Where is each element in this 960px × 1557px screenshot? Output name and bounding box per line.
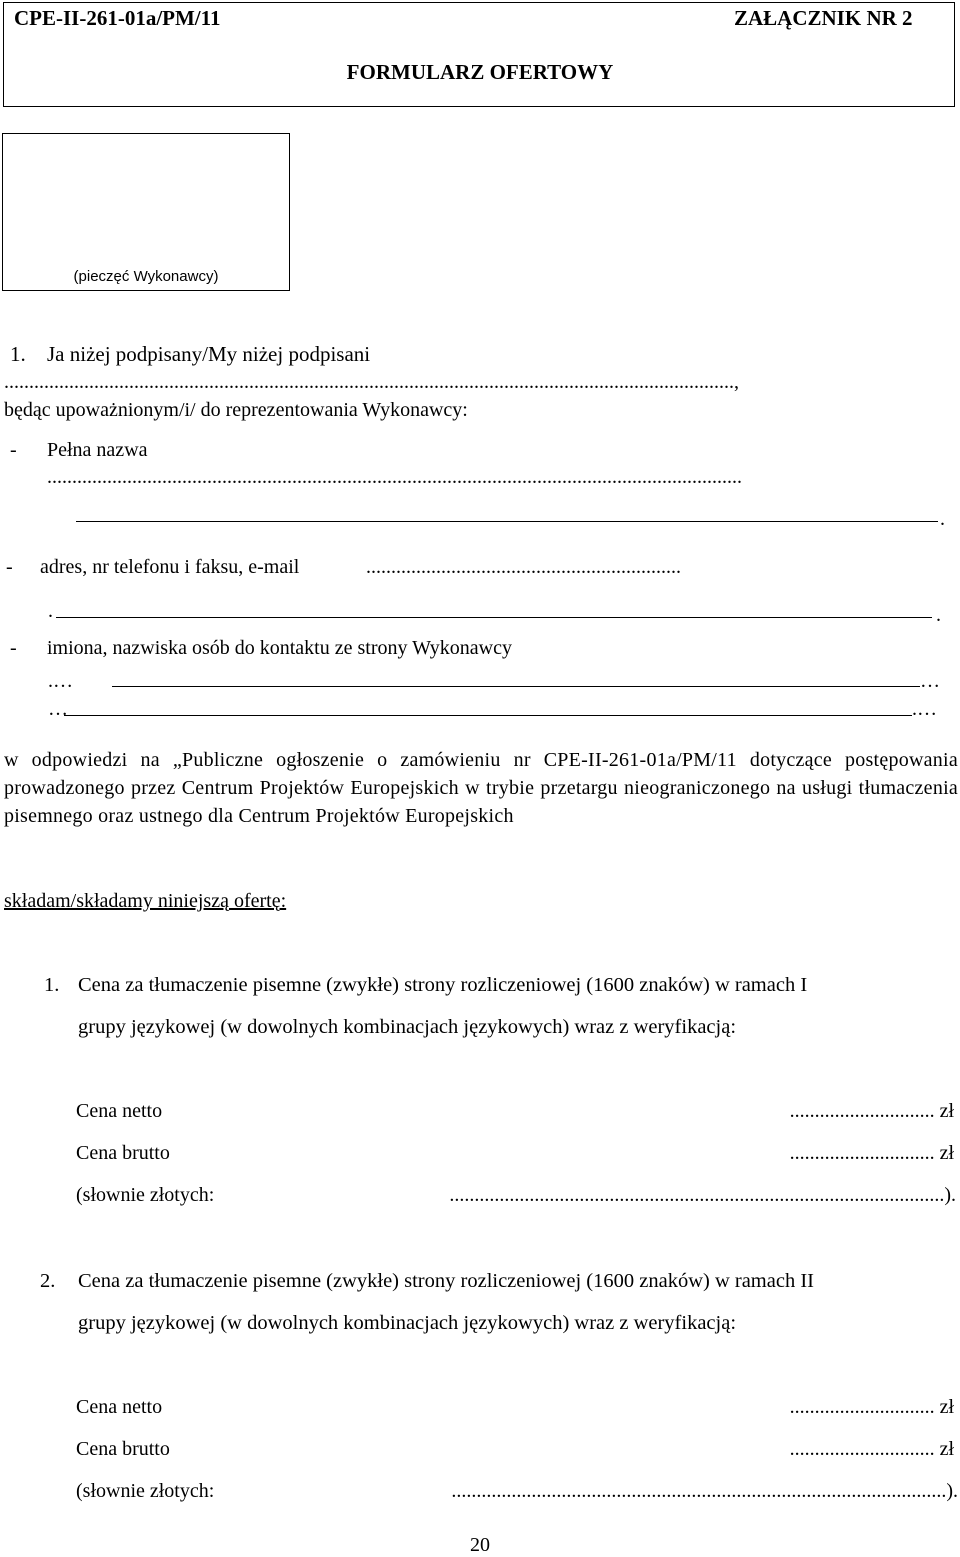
contacts-label: imiona, nazwiska osób do kontaktu ze strony Wykonawcy	[47, 637, 512, 659]
contacts-line-end: .…	[912, 698, 937, 720]
offer-statement: składam/składamy niniejszą ofertę:	[4, 890, 287, 912]
address-underline[interactable]	[56, 617, 932, 618]
contacts-line-start: …	[48, 698, 68, 720]
authorization-label: będąc upoważnionym/i/ do reprezentowania Wykonawcy:	[4, 399, 468, 421]
contacts-underline[interactable]	[64, 715, 912, 716]
section-title: grupy językowej (w dowolnych kombinacjach językowych) wraz z weryfikacją:	[78, 1312, 737, 1334]
full-name-underline[interactable]	[76, 521, 938, 522]
net-price-label: Cena netto	[76, 1396, 163, 1418]
gross-price-field[interactable]: ............................. zł	[789, 1438, 954, 1460]
contractor-stamp-box	[2, 133, 290, 291]
address-fill-line[interactable]: ...............................................................	[366, 556, 681, 578]
stamp-caption: (pieczęć Wykonawcy)	[73, 268, 219, 285]
section-number: 1.	[44, 974, 60, 996]
net-price-field[interactable]: ............................. zł	[789, 1396, 954, 1418]
tender-reference-paragraph: w odpowiedzi na „Publiczne ogłoszenie o zamówieniu nr CPE-II-261-01a/PM/11 dotyczące postępowania prowadzonego przez Centrum Projektów Europejskich w trybie przetargu nieograniczonego na usługi tłumaczenia pisemnego oraz ustnego dla Centrum Projektów Europejskich	[4, 749, 958, 827]
address-line-start: .	[48, 600, 53, 622]
amount-in-words-field[interactable]: ...................................................................................................).	[451, 1480, 958, 1502]
amount-in-words-label: (słownie złotych:	[76, 1480, 215, 1502]
address-label: adres, nr telefonu i faksu, e-mail	[40, 556, 300, 578]
bullet-dash: -	[10, 637, 17, 659]
bullet-dash: -	[6, 556, 13, 578]
bullet-dash: -	[10, 439, 17, 461]
full-name-fill-line[interactable]: ...........................................................................................................................................	[47, 466, 742, 488]
signatory-label: Ja niżej podpisany/My niżej podpisani	[47, 342, 371, 366]
form-title: FORMULARZ OFERTOWY	[346, 60, 614, 84]
section-title: Cena za tłumaczenie pisemne (zwykłe) strony rozliczeniowej (1600 znaków) w ramach II	[78, 1270, 814, 1292]
attachment-label: ZAŁĄCZNIK NR 2	[734, 6, 913, 30]
document-reference: CPE-II-261-01a/PM/11	[14, 6, 221, 30]
contacts-line-start: .…	[48, 670, 73, 692]
address-line-end: .	[936, 604, 941, 626]
amount-in-words-label: (słownie złotych:	[76, 1184, 215, 1206]
full-name-line-end: .	[940, 508, 945, 530]
contacts-underline[interactable]	[112, 686, 920, 687]
full-name-label: Pełna nazwa	[47, 439, 148, 461]
section-title: Cena za tłumaczenie pisemne (zwykłe) strony rozliczeniowej (1600 znaków) w ramach I	[78, 974, 808, 996]
section-number: 2.	[40, 1270, 56, 1292]
amount-in-words-field[interactable]: ...................................................................................................).	[449, 1184, 956, 1206]
net-price-field[interactable]: ............................. zł	[789, 1100, 954, 1122]
net-price-label: Cena netto	[76, 1100, 163, 1122]
page-number: 20	[470, 1534, 490, 1556]
intro-item-number: 1.	[10, 342, 26, 366]
contacts-line-end: …	[920, 670, 940, 692]
gross-price-label: Cena brutto	[76, 1438, 170, 1460]
section-title: grupy językowej (w dowolnych kombinacjach językowych) wraz z weryfikacją:	[78, 1016, 737, 1038]
gross-price-label: Cena brutto	[76, 1142, 170, 1164]
signatory-fill-line[interactable]: ..................................................................................................................................................,	[4, 371, 739, 393]
gross-price-field[interactable]: ............................. zł	[789, 1142, 954, 1164]
